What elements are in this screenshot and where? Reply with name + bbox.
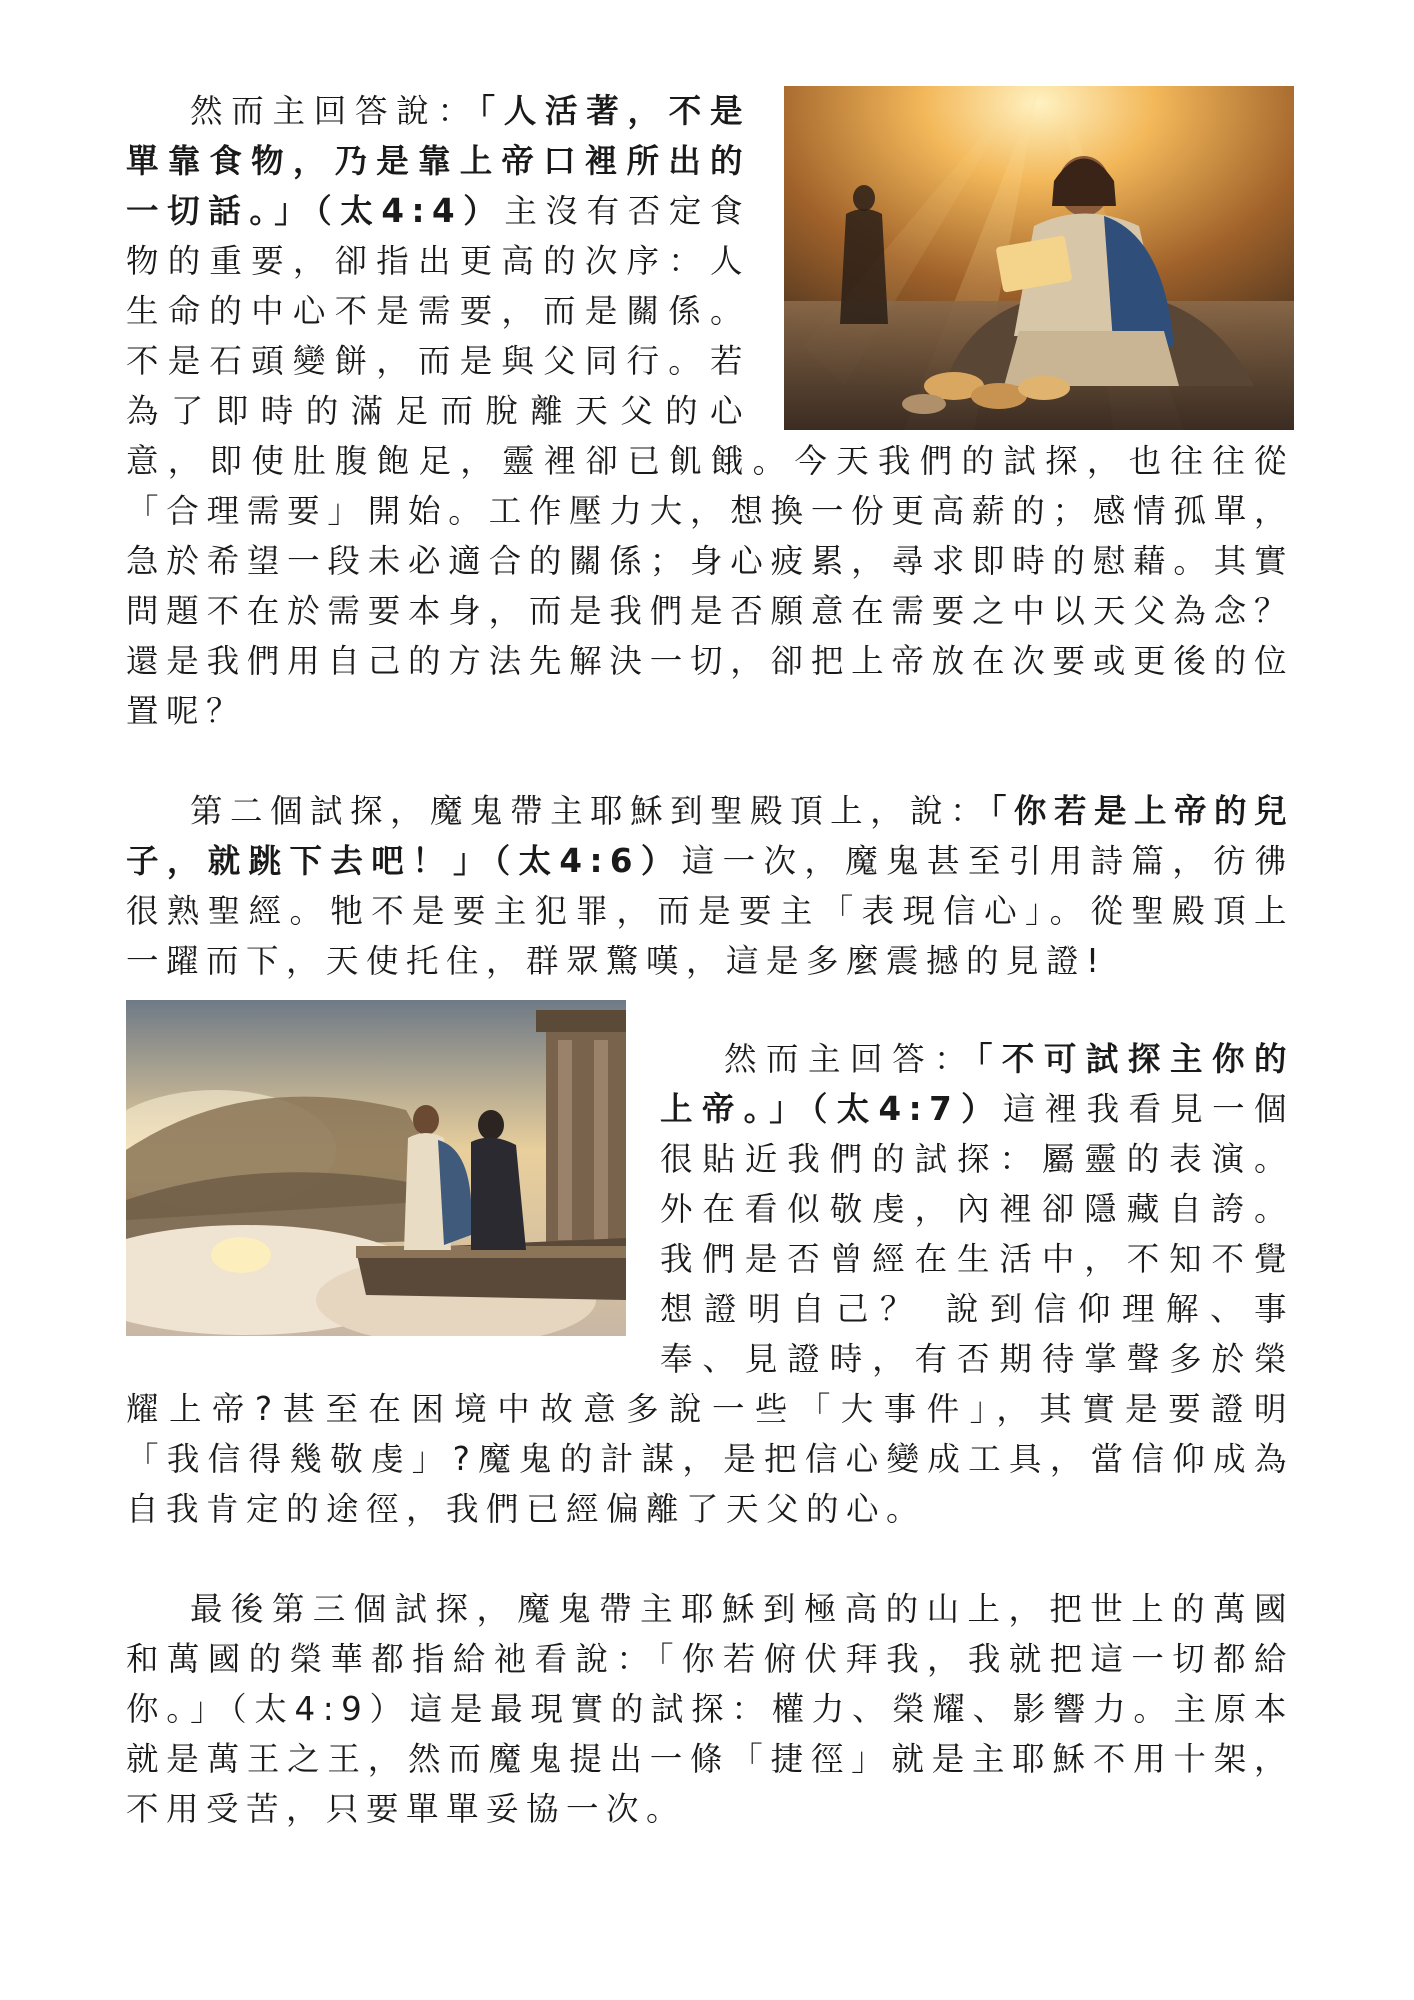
scripture-quote-mt4-7: 「不可試探主你的上帝。」（太4:7） xyxy=(660,1040,1294,1128)
temple-pinnacle-illustration xyxy=(126,1000,626,1336)
paragraph-2-lead: 第二個試探，魔鬼帶主耶穌到聖殿頂上，說： xyxy=(190,792,991,830)
scripture-quote-mt4-6: 「你若是上帝的兒子，就跳下去吧！」（太4:6） xyxy=(126,792,1294,880)
jesus-in-desert-illustration xyxy=(784,86,1294,430)
paragraph-1-body: 主沒有否定食物的重要，卻指出更高的次序：人生命的中心不是需要，而是關係。不是石頭變餅，而是與父同行。若為了即時的滿足而脫離天父的心意，即使肚腹飽足，靈裡卻已飢餓。今天我們的試探，也往往從「合理需要」開始。工作壓力大，想換一份更高薪的；感情孤單，急於希望一段未必適合的關係；身心疲累，尋求即時的慰藉。其實問題不在於需要本身，而是我們是否願意在需要之中以天父為念？ 還是我們用自己的方法先解決一切，卻把上帝放在次要或更後的位置呢？ xyxy=(126,192,1294,730)
paragraph-2 xyxy=(126,786,1294,986)
paragraph-1-lead: 然而主回答說： xyxy=(190,92,479,130)
scripture-quote-mt4-4: 「人活著，不是單靠食物，乃是靠上帝口裡所出的一切話。」（太4:4） xyxy=(126,92,750,230)
paragraph-3-body: 這裡我看見一個很貼近我們的試探：屬靈的表演。外在看似敬虔，內裡卻隱藏自誇。我們是否曾經在生活中，不知不覺想證明自己？ 說到信仰理解、事奉、見證時，有否期待掌聲多於榮耀上帝?甚至在困境中故意多說一些「大事件」，其實是要證明「我信得幾敬虔」?魔鬼的計謀，是把信心變成工具，當信仰成為自我肯定的途徑，我們已經偏離了天父的心。 xyxy=(126,1090,1294,1528)
article-body xyxy=(126,86,1294,1834)
paragraph-4-body: 最後第三個試探，魔鬼帶主耶穌到極高的山上，把世上的萬國和萬國的榮華都指給祂看說：「你若俯伏拜我，我就把這一切都給你。」（太4:9）這是最現實的試探：權力、榮耀、影響力。主原本就是萬王之王，然而魔鬼提出一條「捷徑」就是主耶穌不用十架，不用受苦，只要單單妥協一次。 xyxy=(126,1590,1294,1828)
paragraph-4 xyxy=(126,1584,1294,1834)
paragraph-3-lead: 然而主回答： xyxy=(724,1040,977,1078)
paragraph-2-body: 這一次，魔鬼甚至引用詩篇，彷彿很熟聖經。牠不是要主犯罪，而是要主「表現信心」。從聖殿頂上一躍而下，天使托住，群眾驚嘆，這是多麼震撼的見證! xyxy=(126,842,1294,980)
